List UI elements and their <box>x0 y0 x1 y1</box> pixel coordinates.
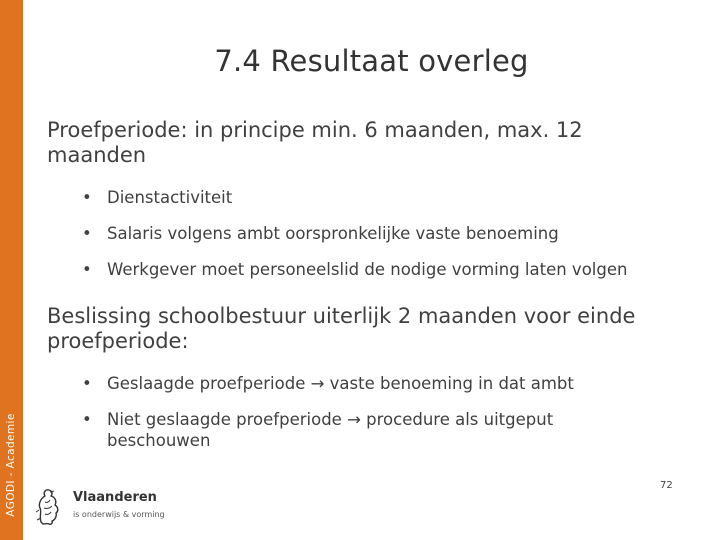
flemish-lion-icon <box>33 486 63 526</box>
logo-name: Vlaanderen <box>73 490 157 505</box>
point-beslissing: Beslissing schoolbestuur uiterlijk 2 maanden voor einde proefperiode: <box>47 304 636 353</box>
vlaanderen-logo <box>33 484 193 530</box>
sidebar-label: AGODI - Academie <box>5 413 17 517</box>
slide-title: 7.4 Resultaat overleg <box>214 44 529 78</box>
page-number: 72 <box>660 480 673 491</box>
bullet-icon: • <box>82 224 92 243</box>
subpoint-niet-geslaagd: • Niet geslaagde proefperiode → procedure als uitgeput beschouwen <box>82 410 554 450</box>
subpoint-geslaagd: • Geslaagde proefperiode → vaste benoeming in dat ambt <box>82 374 574 393</box>
point-proefperiode: Proefperiode: in principe min. 6 maanden, max. 12 maanden <box>47 118 583 167</box>
subpoint-salaris: • Salaris volgens ambt oorspronkelijke vaste benoeming <box>82 224 559 243</box>
logo-tagline: is onderwijs & vorming <box>73 510 165 519</box>
bullet-icon: • <box>82 410 92 429</box>
subpoint-dienstactiviteit: • Dienstactiviteit <box>82 188 233 207</box>
bullet-icon: • <box>82 188 92 207</box>
bullet-icon: • <box>82 260 92 279</box>
bullet-icon: • <box>82 374 92 393</box>
sidebar-band <box>0 0 23 540</box>
subpoint-vorming: • Werkgever moet personeelslid de nodige vorming laten volgen <box>82 260 628 279</box>
